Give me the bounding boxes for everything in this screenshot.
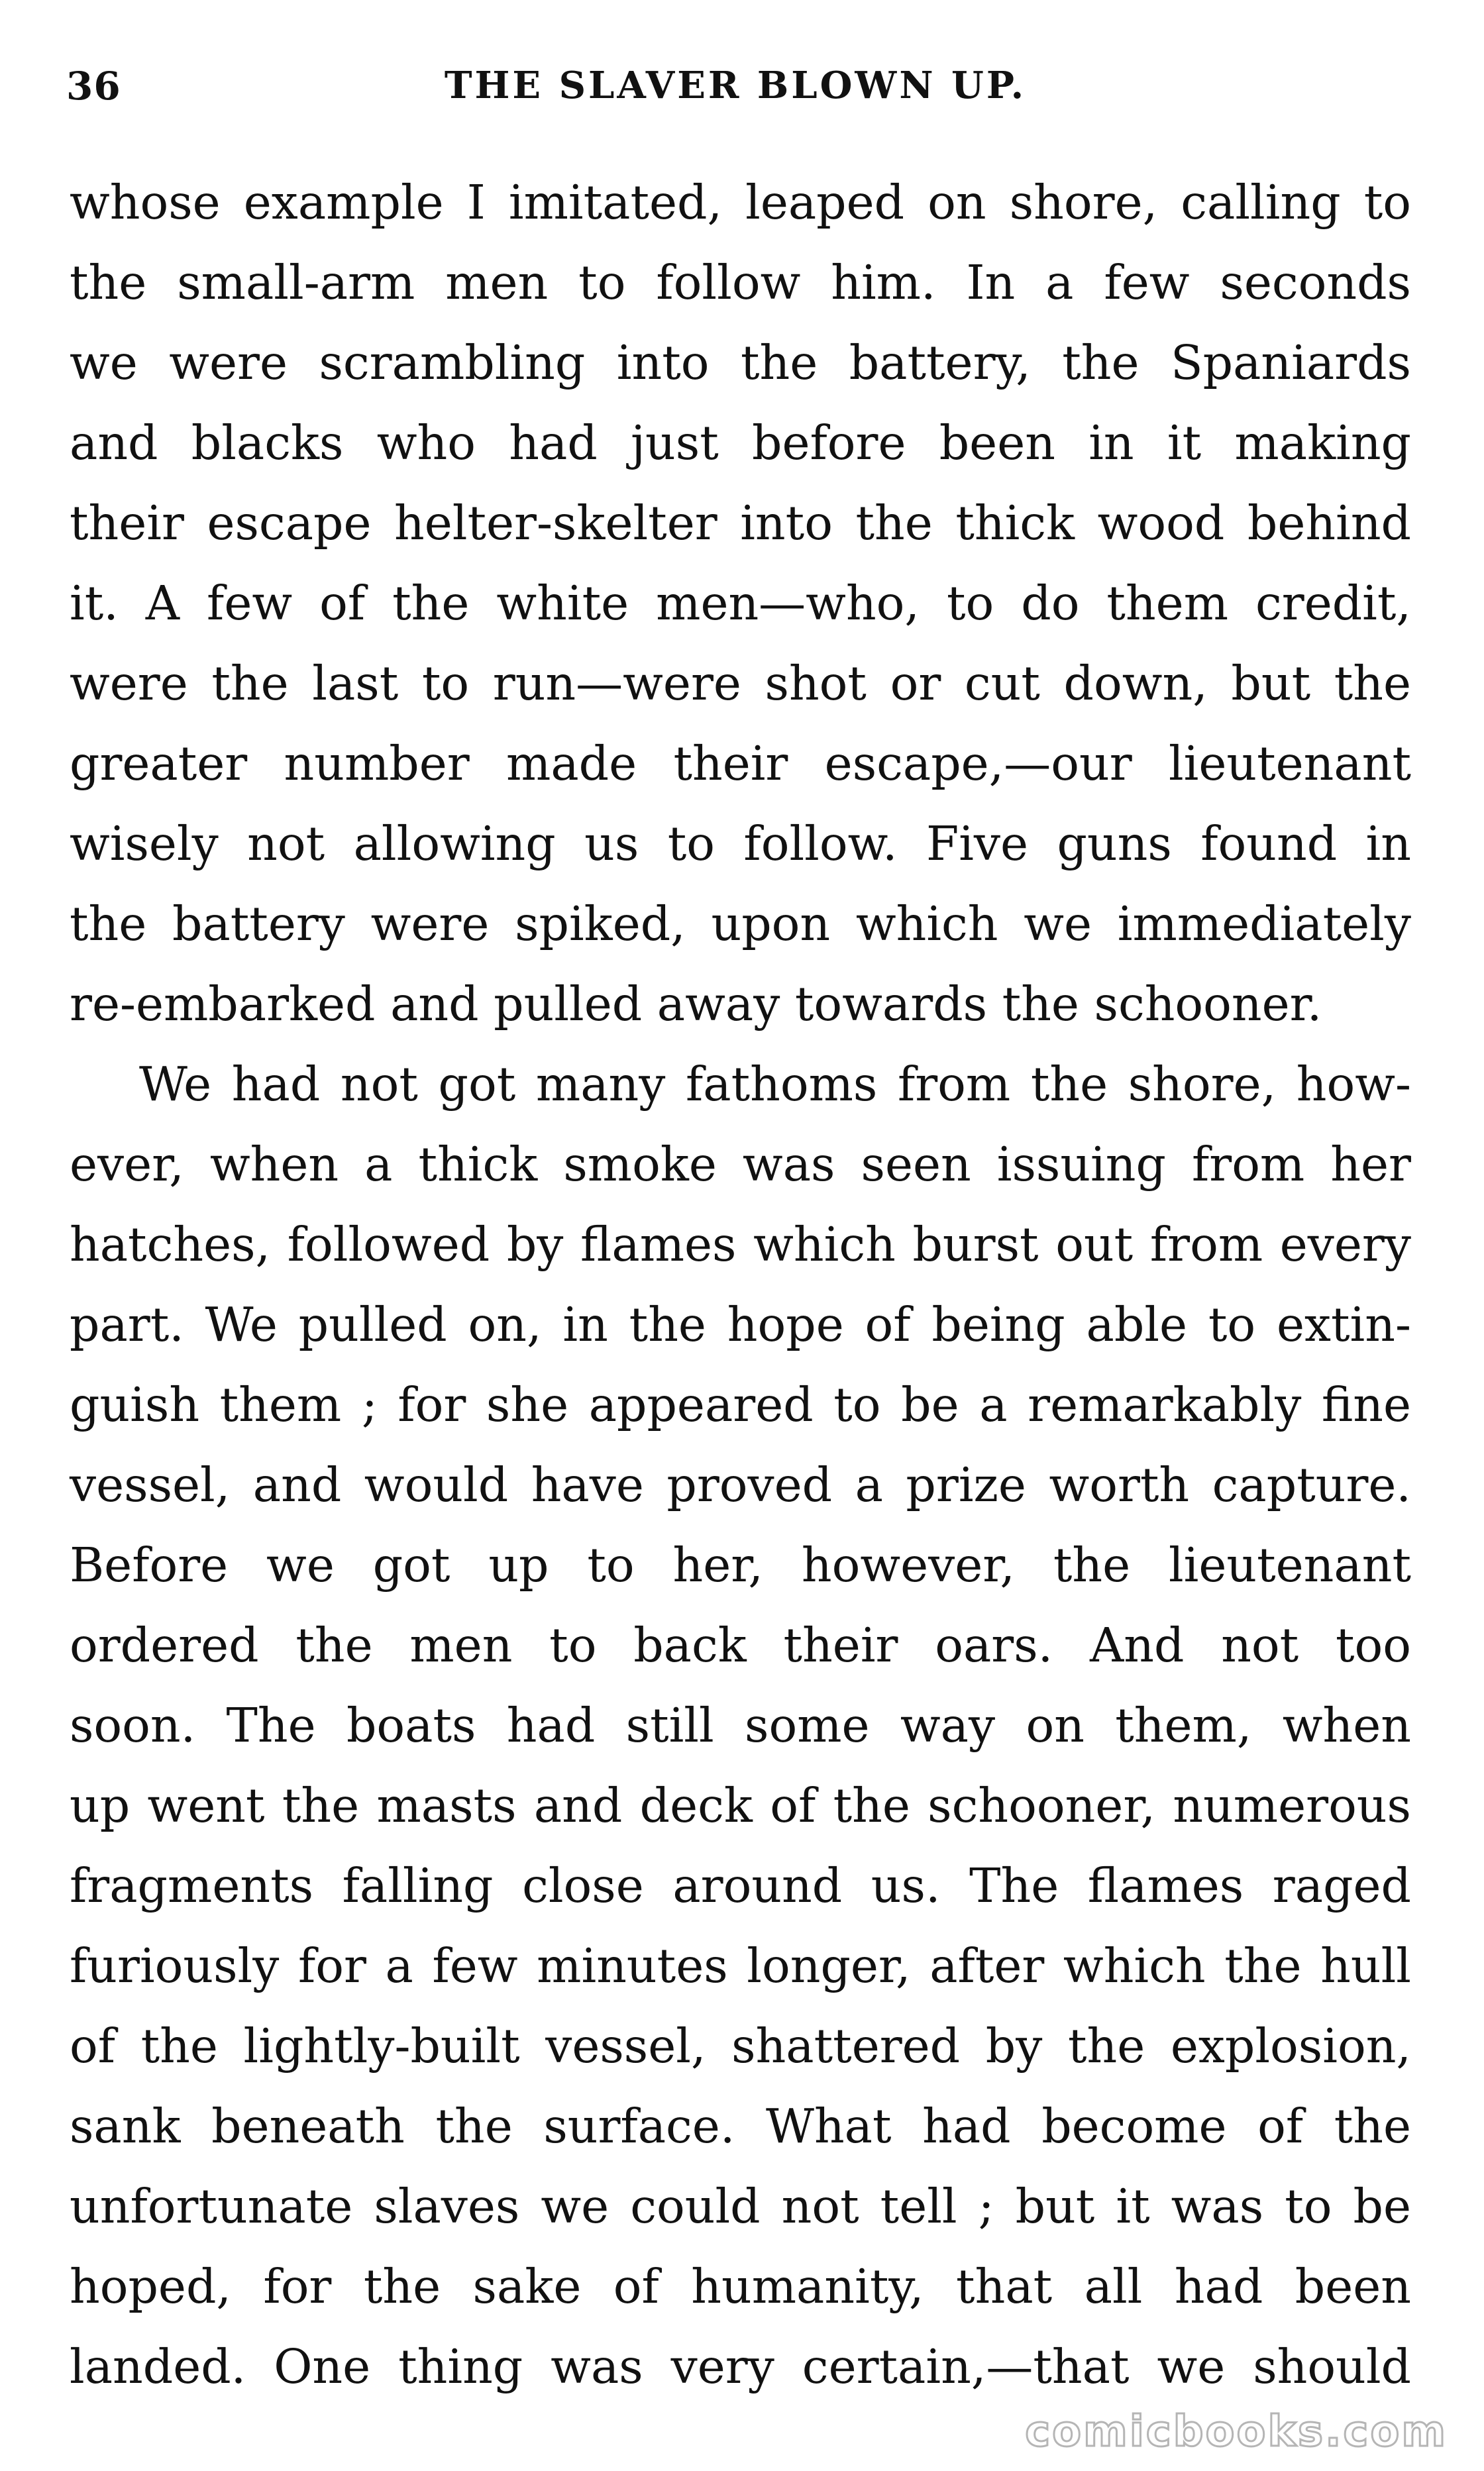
text-line: sank beneath the surface. What had become of the <box>70 2099 1411 2154</box>
paragraph <box>70 1044 1411 2407</box>
text-line: fragments falling close around us. The flames raged <box>70 1858 1411 1913</box>
text-line: Before we got up to her, however, the lieutenant <box>70 1538 1411 1593</box>
text-line: hoped, for the sake of humanity, that all had been <box>70 2259 1411 2314</box>
paragraph <box>70 162 1411 1044</box>
text-line: whose example I imitated, leaped on shore, calling to <box>70 175 1411 230</box>
text-line: ordered the men to back their oars. And not too <box>70 1618 1411 1673</box>
text-line: furiously for a few minutes longer, after which the hull <box>70 1938 1411 1993</box>
text-line: we were scrambling into the battery, the Spaniards <box>70 335 1411 390</box>
text-line: the small-arm men to follow him. In a few seconds <box>70 255 1411 310</box>
text-line: and blacks who had just before been in it making <box>70 415 1411 470</box>
text-line: were the last to run—were shot or cut down, but the <box>70 656 1411 711</box>
text-line: guish them ; for she appeared to be a remarkably fine <box>70 1377 1411 1432</box>
text-line: hatches, followed by flames which burst out from every <box>70 1217 1411 1272</box>
text-line: unfortunate slaves we could not tell ; but it was to be <box>70 2179 1411 2234</box>
text-line: their escape helter-skelter into the thick wood behind <box>70 496 1411 551</box>
watermark: comicbooks.com <box>1025 2407 1448 2456</box>
text-line: We had not got many fathoms from the shore, how- <box>139 1057 1411 1112</box>
body-text <box>70 162 1411 2407</box>
text-line: of the lightly-built vessel, shattered by the explosion, <box>70 2019 1411 2074</box>
text-line: ever, when a thick smoke was seen issuing from her <box>70 1137 1411 1192</box>
text-line: part. We pulled on, in the hope of being able to extin- <box>70 1297 1411 1352</box>
text-line: up went the masts and deck of the schooner, numerous <box>70 1778 1411 1833</box>
text-line: vessel, and would have proved a prize worth capture. <box>70 1457 1411 1512</box>
text-line: the battery were spiked, upon which we immediately <box>70 896 1411 951</box>
text-line: re-embarked and pulled away towards the schooner. <box>70 976 1322 1031</box>
text-line: soon. The boats had still some way on them, when <box>70 1698 1411 1753</box>
text-line: it. A few of the white men—who, to do them credit, <box>70 576 1411 631</box>
text-line: greater number made their escape,—our lieutenant <box>70 736 1411 791</box>
page-number: 36 <box>66 64 121 109</box>
text-line: landed. One thing was very certain,—that we should <box>70 2339 1411 2394</box>
text-line: wisely not allowing us to follow. Five guns found in <box>70 816 1411 871</box>
running-head: THE SLAVER BLOWN UP. <box>444 64 1027 107</box>
page-header <box>66 64 1404 123</box>
